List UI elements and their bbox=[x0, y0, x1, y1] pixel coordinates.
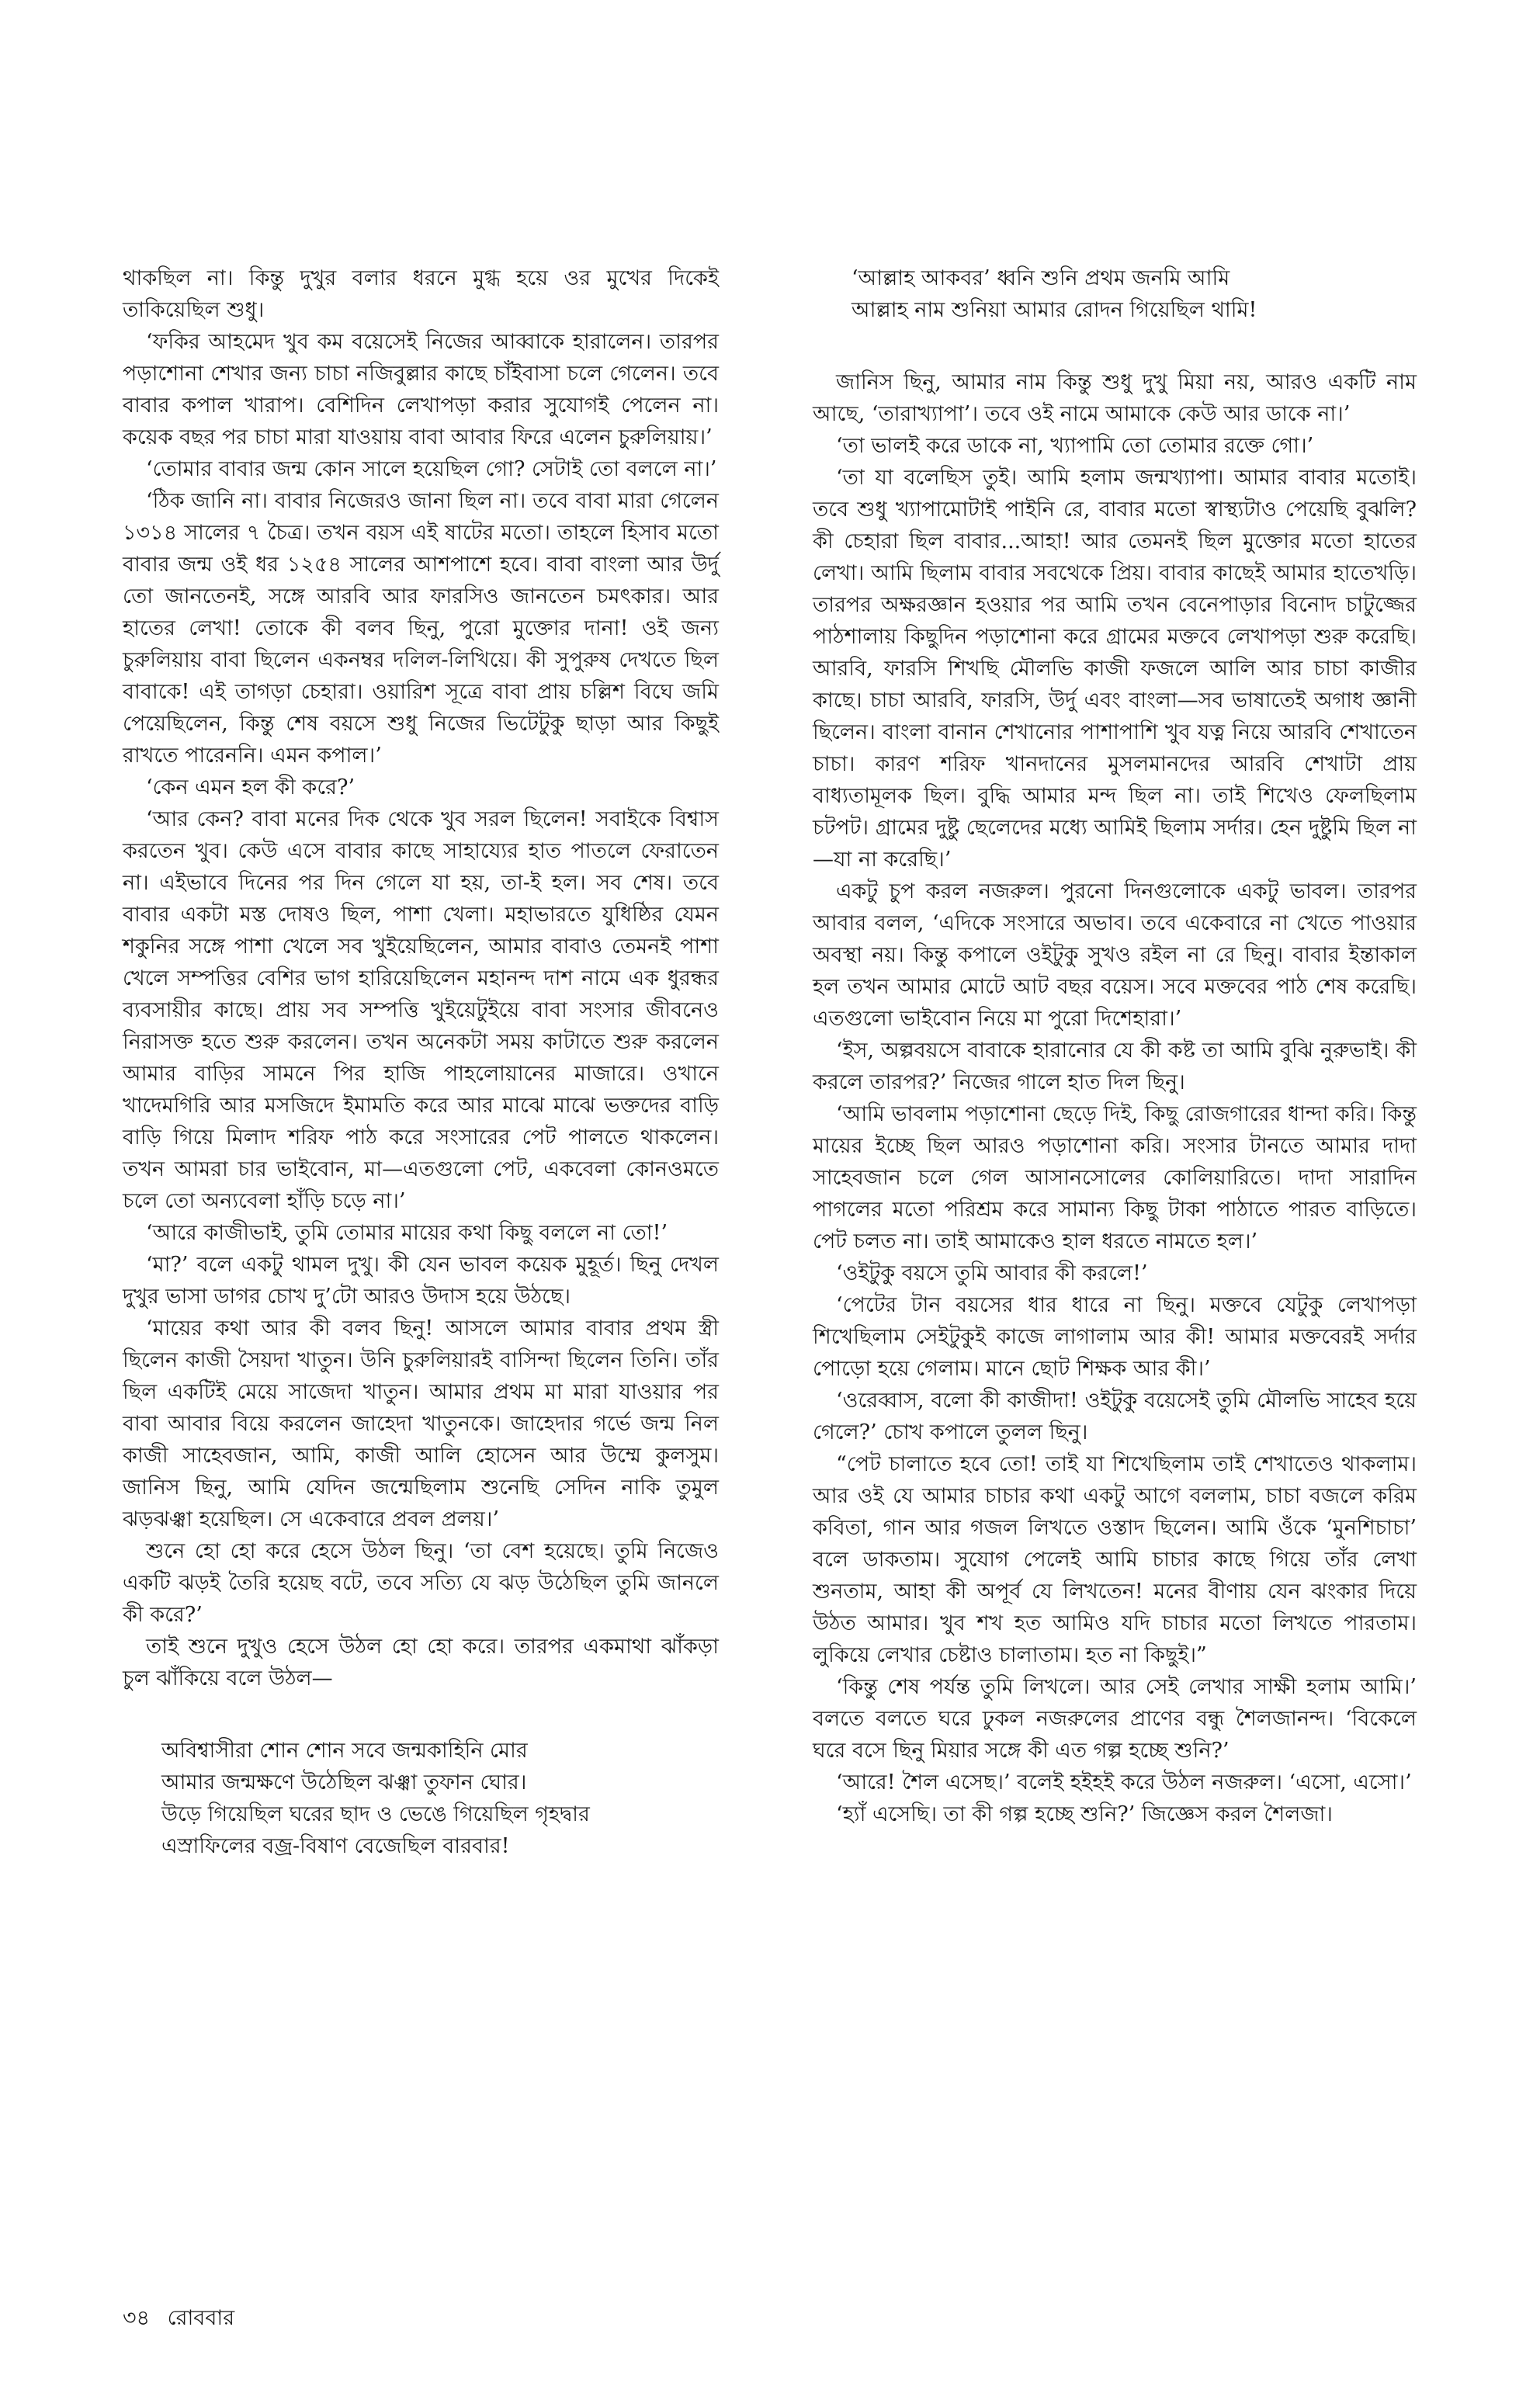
verse-line: এস্রাফিলের বজ্র-বিষাণ বেজেছিল বারবার! bbox=[161, 1834, 510, 1858]
paragraph: ‘ওরেব্বাস, বলো কী কাজীদা! ওইটুকু বয়েসেই তুমি মৌলভি সাহেব হয়ে গেলে?’ চোখ কপালে তুলল ছিনু। bbox=[813, 1389, 1417, 1444]
paragraph: ‘কেন এমন হল কী করে?’ bbox=[146, 775, 356, 799]
section-name: রোববার bbox=[167, 2306, 235, 2330]
paragraph: ‘পেটের টান বয়সের ধার ধারে না ছিনু। মক্তবে যেটুকু লেখাপড়া শিখেছিলাম সেইটুকুই কাজে লাগালাম আর কী! আমার মক্তবেরই সর্দার পোড়ো হয়ে গেলাম। মানে ছোট শিক্ষক আর কী।’ bbox=[813, 1293, 1417, 1381]
verse-line: অবিশ্বাসীরা শোন শোন সবে জন্মকাহিনি মোর bbox=[161, 1739, 528, 1763]
paragraph: ‘আরে! শৈল এসেছ।’ বলেই হইহই করে উঠল নজরুল। ‘এসো, এসো।’ bbox=[836, 1770, 1412, 1795]
paragraph: “পেট চালাতে হবে তো! তাই যা শিখেছিলাম তাই শেখাতেও থাকলাম। আর ওই যে আমার চাচার কথা একটু আগে বললাম, চাচা বজলে করিম কবিতা, গান আর গজল লিখতে ওস্তাদ ছিলেন। আমি ওঁকে ‘মুনশিচাচা’ বলে ডাকতাম। সুযোগ পেলেই আমি চাচার কাছে গিয়ে তাঁর লেখা শুনতাম, আহা কী অপূর্ব যে লিখতেন! মনের বীণায় যেন ঝংকার দিয়ে উঠত আমার। খুব শখ হত আমিও যদি চাচার মতো লিখতে পারতাম। লুকিয়ে লেখার চেষ্টাও চালাতাম। হত না কিছুই।” bbox=[813, 1452, 1417, 1667]
paragraph: ‘তা ভালই করে ডাকে না, খ্যাপামি তো তোমার রক্তে গো।’ bbox=[836, 434, 1314, 458]
paragraph: ‘ওইটুকু বয়সে তুমি আবার কী করলে!’ bbox=[836, 1261, 1148, 1285]
poem-verse bbox=[123, 1735, 719, 1862]
verse-line: আল্লাহ নাম শুনিয়া আমার রোদন গিয়েছিল থামি! bbox=[852, 298, 1257, 322]
verse-line: আমার জন্মক্ষণে উঠেছিল ঝঞ্ঝা তুফান ঘোর। bbox=[161, 1770, 527, 1795]
spacer bbox=[123, 1694, 719, 1735]
paragraph: ‘হ্যাঁ এসেছি। তা কী গল্প হচ্ছে শুনি?’ জিজ্ঞেস করল শৈলজা। bbox=[836, 1802, 1333, 1826]
paragraph: ‘আমি ভাবলাম পড়াশোনা ছেড়ে দিই, কিছু রোজগারের ধান্দা করি। কিন্তু মায়ের ইচ্ছে ছিল আরও পড়াশোনা করি। সংসার টানতে আমার দাদা সাহেবজান চলে গেল আসানসোলের কোলিয়ারিতে। দাদা সারাদিন পাগলের মতো পরিশ্রম করে সামান্য কিছু টাকা পাঠাতে পারত বাড়িতে। পেট চলত না। তাই আমাকেও হাল ধরতে নামতে হল।’ bbox=[813, 1102, 1417, 1254]
left-column bbox=[123, 262, 719, 1862]
paragraph: ‘আর কেন? বাবা মনের দিক থেকে খুব সরল ছিলেন! সবাইকে বিশ্বাস করতেন খুব। কেউ এসে বাবার কাছে সাহায্যের হাত পাতলে ফেরাতেন না। এইভাবে দিনের পর দিন গেলে যা হয়, তা-ই হল। সব শেষ। তবে বাবার একটা মস্ত দোষও ছিল, পাশা খেলা। মহাভারতে যুধিষ্ঠির যেমন শকুনির সঙ্গে পাশা খেলে সব খুইয়েছিলেন, আমার বাবাও তেমনই পাশা খেলে সম্পত্তির বেশির ভাগ হারিয়েছিলেন মহানন্দ দাশ নামে এক ধুরন্ধর ব্যবসায়ীর কাছে। প্রায় সব সম্পত্তি খুইয়েটুইয়ে বাবা সংসার জীবনেও নিরাসক্ত হতে শুরু করলেন। তখন অনেকটা সময় কাটাতে শুরু করলেন আমার বাড়ির সামনে পির হাজি পাহলোয়ানের মাজারে। ওখানে খাদেমগিরি আর মসজিদে ইমামতি করে আর মাঝে মাঝে ভক্তদের বাড়ি বাড়ি গিয়ে মিলাদ শরিফ পাঠ করে সংসারের পেট পালতে থাকলেন। তখন আমরা চার ভাইবোন, মা—এতগুলো পেট, একবেলা কোনওমতে চলে তো অন্যবেলা হাঁড়ি চড়ে না।’ bbox=[123, 807, 719, 1213]
paragraph: ‘ঠিক জানি না। বাবার নিজেরও জানা ছিল না। তবে বাবা মারা গেলেন ১৩১৪ সালের ৭ চৈত্র। তখন বয়স এই ষাটের মতো। তাহলে হিসাব মতো বাবার জন্ম ওই ধর ১২৫৪ সালের আশপাশে হবে। বাবা বাংলা আর উর্দু তো জানতেনই, সঙ্গে আরবি আর ফারসিও জানতেন চমৎকার। আর হাতের লেখা! তোকে কী বলব ছিনু, পুরো মুক্তোর দানা! ওই জন্য চুরুলিয়ায় বাবা ছিলেন একনম্বর দলিল-লিখিয়ে। কী সুপুরুষ দেখতে ছিল বাবাকে! এই তাগড়া চেহারা। ওয়ারিশ সূত্রে বাবা প্রায় চল্লিশ বিঘে জমি পেয়েছিলেন, কিন্তু শেষ বয়সে শুধু নিজের ভিটেটুকু ছাড়া আর কিছুই রাখতে পারেননি। এমন কপাল।’ bbox=[123, 489, 719, 768]
paragraph: একটু চুপ করল নজরুল। পুরনো দিনগুলোকে একটু ভাবল। তারপর আবার বলল, ‘এদিকে সংসারে অভাব। তবে একেবারে না খেতে পাওয়ার অবস্থা নয়। কিন্তু কপালে ওইটুকু সুখও রইল না রে ছিনু। বাবার ইন্তাকাল হল তখন আমার মোটে আট বছর বয়েস। সবে মক্তবের পাঠ শেষ করেছি। এতগুলো ভাইবোন নিয়ে মা পুরো দিশেহারা।’ bbox=[813, 879, 1417, 1031]
right-column bbox=[813, 262, 1417, 1830]
paragraph: শুনে হো হো করে হেসে উঠল ছিনু। ‘তা বেশ হয়েছে। তুমি নিজেও একটি ঝড়ই তৈরি হয়েছ বটে, তবে সত্যি যে ঝড় উঠেছিল তুমি জানলে কী করে?’ bbox=[123, 1539, 719, 1627]
paragraph: ‘ফকির আহমেদ খুব কম বয়েসেই নিজের আব্বাকে হারালেন। তারপর পড়াশোনা শেখার জন্য চাচা নজিবুল্লার কাছে চাঁইবাসা চলে গেলেন। তবে বাবার কপাল খারাপ। বেশিদিন লেখাপড়া করার সুযোগই পেলেন না। কয়েক বছর পর চাচা মারা যাওয়ায় বাবা আবার ফিরে এলেন চুরুলিয়ায়।’ bbox=[123, 330, 719, 449]
paragraph: তাই শুনে দুখুও হেসে উঠল হো হো করে। তারপর একমাথা ঝাঁকড়া চুল ঝাঁকিয়ে বলে উঠল— bbox=[123, 1635, 719, 1691]
paragraph: ‘ইস, অল্পবয়সে বাবাকে হারানোর যে কী কষ্ট তা আমি বুঝি নুরুভাই। কী করলে তারপর?’ নিজের গালে হাত দিল ছিনু। bbox=[813, 1039, 1417, 1094]
page-number: ৩৪ bbox=[123, 2306, 151, 2330]
paragraph: জানিস ছিনু, আমার নাম কিন্তু শুধু দুখু মিয়া নয়, আরও একটি নাম আছে, ‘তারাখ্যাপা’। তবে ওই নামে আমাকে কেউ আর ডাকে না।’ bbox=[813, 370, 1417, 426]
verse-line: ‘আল্লাহ আকবর’ ধ্বনি শুনি প্রথম জনমি আমি bbox=[852, 266, 1230, 290]
page-footer bbox=[123, 2302, 245, 2337]
poem-verse bbox=[813, 262, 1417, 326]
spacer bbox=[813, 326, 1417, 366]
paragraph: ‘মায়ের কথা আর কী বলব ছিনু! আসলে আমার বাবার প্রথম স্ত্রী ছিলেন কাজী সৈয়দা খাতুন। উনি চুরুলিয়ারই বাসিন্দা ছিলেন তিনি। তাঁর ছিল একটিই মেয়ে সাজেদা খাতুন। আমার প্রথম মা মারা যাওয়ার পর বাবা আবার বিয়ে করলেন জাহেদা খাতুনকে। জাহেদার গর্ভে জন্ম নিল কাজী সাহেবজান, আমি, কাজী আলি হোসেন আর উম্মে কুলসুম। জানিস ছিনু, আমি যেদিন জন্মেছিলাম শুনেছি সেদিন নাকি তুমুল ঝড়ঝঞ্ঝা হয়েছিল। সে একেবারে প্রবল প্রলয়।’ bbox=[123, 1316, 719, 1531]
paragraph: ‘তোমার বাবার জন্ম কোন সালে হয়েছিল গো? সেটাই তো বললে না।’ bbox=[146, 457, 717, 481]
paragraph: ‘আরে কাজীভাই, তুমি তোমার মায়ের কথা কিছু বললে না তো!’ bbox=[146, 1221, 668, 1245]
paragraph: থাকছিল না। কিন্তু দুখুর বলার ধরনে মুগ্ধ হয়ে ওর মুখের দিকেই তাকিয়েছিল শুধু। bbox=[123, 266, 719, 322]
paragraph: ‘কিন্তু শেষ পর্যন্ত তুমি লিখলে। আর সেই লেখার সাক্ষী হলাম আমি।’ বলতে বলতে ঘরে ঢুকল নজরুলের প্রাণের বন্ধু শৈলজানন্দ। ‘বিকেলে ঘরে বসে ছিনু মিয়ার সঙ্গে কী এত গল্প হচ্ছে শুনি?’ bbox=[813, 1675, 1417, 1763]
verse-line: উড়ে গিয়েছিল ঘরের ছাদ ও ভেঙে গিয়েছিল গৃহদ্বার bbox=[161, 1802, 590, 1826]
paragraph: ‘তা যা বলেছিস তুই। আমি হলাম জন্মখ্যাপা। আমার বাবার মতোই। তবে শুধু খ্যাপামোটাই পাইনি রে, বাবার মতো স্বাস্থ্যটাও পেয়েছি বুঝলি? কী চেহারা ছিল বাবার...আহা! আর তেমনই ছিল মুক্তোর মতো হাতের লেখা। আমি ছিলাম বাবার সবথেকে প্রিয়। বাবার কাছেই আমার হাতেখড়ি। তারপর অক্ষরজ্ঞান হওয়ার পর আমি তখন বেনেপাড়ার বিনোদ চাটুজ্জের পাঠশালায় কিছুদিন পড়াশোনা করে গ্রামের মক্তবে লেখাপড়া শুরু করেছি। আরবি, ফারসি শিখছি মৌলভি কাজী ফজলে আলি আর চাচা কাজীর কাছে। চাচা আরবি, ফারসি, উর্দু এবং বাংলা—সব ভাষাতেই অগাধ জ্ঞানী ছিলেন। বাংলা বানান শেখানোর পাশাপাশি খুব যত্ন নিয়ে আরবি শেখাতেন চাচা। কারণ শরিফ খানদানের মুসলমানদের আরবি শেখাটা প্রায় বাধ্যতামূলক ছিল। বুদ্ধি আমার মন্দ ছিল না। তাই শিখেও ফেলছিলাম চটপট। গ্রামের দুষ্টু ছেলেদের মধ্যে আমিই ছিলাম সর্দার। হেন দুষ্টুমি ছিল না—যা না করেছি।’ bbox=[813, 466, 1417, 872]
paragraph: ‘মা?’ বলে একটু থামল দুখু। কী যেন ভাবল কয়েক মুহূর্ত। ছিনু দেখল দুখুর ভাসা ডাগর চোখ দু’টো আরও উদাস হয়ে উঠছে। bbox=[123, 1253, 719, 1309]
